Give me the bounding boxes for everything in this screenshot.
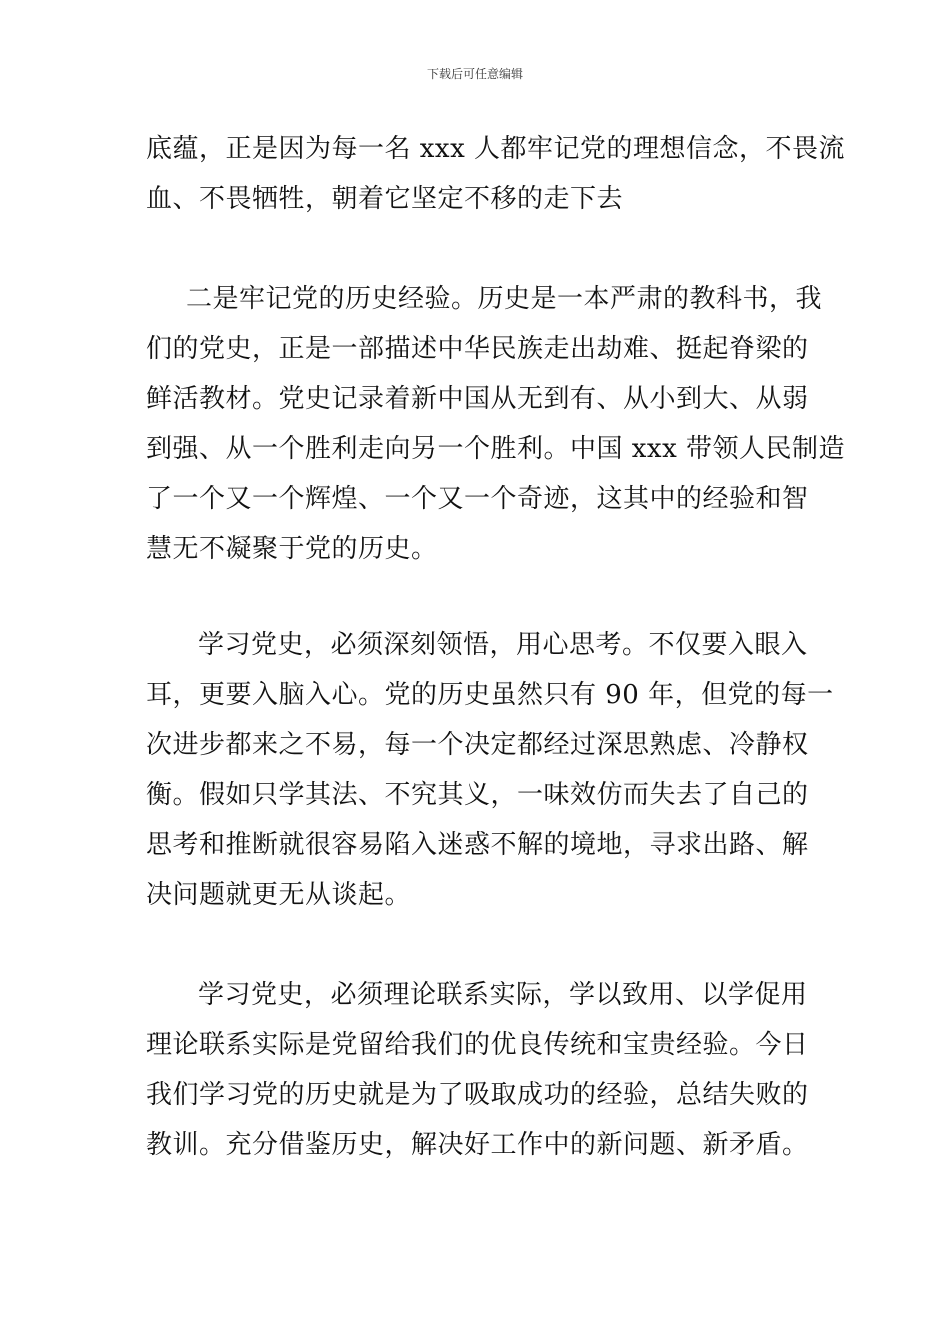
paragraph-line: 我们学习党的历史就是为了吸取成功的经验，总结失败的 (146, 1080, 809, 1110)
paragraph-line: 思考和推断就很容易陷入迷惑不解的境地，寻求出路、解 (146, 830, 809, 860)
paragraph-line: 底蕴，正是因为每一名 xxx 人都牢记党的理想信念，不畏流 (146, 134, 846, 164)
paragraph-2 (146, 274, 846, 574)
paragraph-line: 们的党史，正是一部描述中华民族走出劫难、挺起脊梁的 (146, 334, 809, 364)
paragraph-line: 了一个又一个辉煌、一个又一个奇迹，这其中的经验和智 (146, 484, 809, 514)
paragraph-line: 决问题就更无从谈起。 (146, 880, 412, 910)
paragraph-line: 教训。充分借鉴历史，解决好工作中的新问题、新矛盾。 (146, 1130, 809, 1160)
paragraph-line: 次进步都来之不易，每一个决定都经过深思熟虑、冷静权 (146, 730, 809, 760)
paragraph-line: 衡。假如只学其法、不究其义，一味效仿而失去了自己的 (146, 780, 809, 810)
paragraph-line: 理论联系实际是党留给我们的优良传统和宝贵经验。今日 (146, 1030, 809, 1060)
paragraph-line: 鲜活教材。党史记录着新中国从无到有、从小到大、从弱 (146, 384, 809, 414)
paragraph-line: 到强、从一个胜利走向另一个胜利。中国 xxx 带领人民制造 (146, 434, 846, 464)
paragraph-line: 学习党史，必须深刻领悟，用心思考。不仅要入眼入 (198, 630, 808, 660)
paragraph-line: 慧无不凝聚于党的历史。 (146, 534, 438, 564)
paragraph-4 (146, 970, 808, 1170)
page-header: 下载后可任意编辑 (426, 67, 523, 81)
paragraph-line: 学习党史，必须理论联系实际，学以致用、以学促用 (198, 980, 808, 1010)
paragraph-line: 血、不畏牺牲，朝着它坚定不移的走下去 (146, 184, 624, 214)
paragraph-line: 二是牢记党的历史经验。历史是一本严肃的教科书，我 (186, 284, 823, 314)
paragraph-line: 耳，更要入脑入心。党的历史虽然只有 90 年，但党的每一 (146, 680, 834, 710)
paragraph-3 (146, 620, 834, 920)
paragraph-1 (146, 124, 846, 224)
